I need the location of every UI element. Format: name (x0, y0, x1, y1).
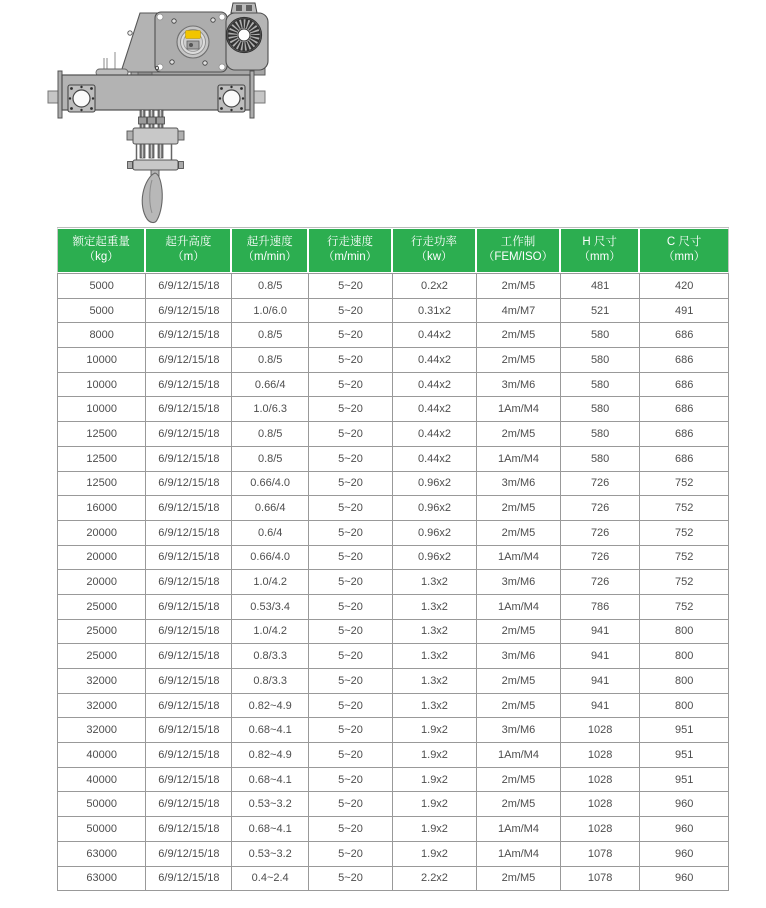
spec-cell: 0.53~3.2 (232, 792, 309, 817)
column-header: 行走功率 （kw） (393, 228, 477, 273)
spec-cell: 6/9/12/15/18 (146, 373, 232, 398)
spec-cell: 2m/M5 (477, 792, 561, 817)
spec-cell: 580 (561, 447, 640, 472)
spec-cell: 960 (640, 817, 729, 842)
column-header: C 尺寸 （mm） (640, 228, 729, 273)
spec-cell: 960 (640, 792, 729, 817)
spec-cell: 0.96x2 (393, 496, 477, 521)
spec-cell: 40000 (57, 743, 146, 768)
spec-cell: 5~20 (309, 694, 393, 719)
table-row (57, 273, 729, 299)
spec-cell: 5~20 (309, 273, 393, 299)
spec-cell: 1.9x2 (393, 792, 477, 817)
spec-cell: 12500 (57, 422, 146, 447)
spec-cell: 420 (640, 273, 729, 299)
spec-cell: 941 (561, 620, 640, 645)
spec-cell: 960 (640, 842, 729, 867)
spec-cell: 0.96x2 (393, 472, 477, 497)
spec-cell: 0.8/5 (232, 447, 309, 472)
spec-cell: 1Am/M4 (477, 842, 561, 867)
spec-cell: 5~20 (309, 397, 393, 422)
crane-hook (142, 170, 162, 223)
spec-cell: 5~20 (309, 496, 393, 521)
spec-cell: 1.9x2 (393, 743, 477, 768)
spec-cell: 0.8/5 (232, 348, 309, 373)
spec-cell: 6/9/12/15/18 (146, 694, 232, 719)
spec-cell: 800 (640, 694, 729, 719)
spec-cell: 752 (640, 521, 729, 546)
spec-cell: 5~20 (309, 718, 393, 743)
spec-cell: 686 (640, 348, 729, 373)
spec-cell: 0.4~2.4 (232, 867, 309, 892)
spec-cell: 1028 (561, 768, 640, 793)
spec-cell: 0.31x2 (393, 299, 477, 324)
spec-cell: 1.9x2 (393, 718, 477, 743)
axle-left (48, 91, 59, 103)
spec-cell: 5~20 (309, 373, 393, 398)
spec-cell: 6/9/12/15/18 (146, 595, 232, 620)
spec-cell: 10000 (57, 373, 146, 398)
spec-cell: 1028 (561, 792, 640, 817)
spec-cell: 1Am/M4 (477, 817, 561, 842)
spec-cell: 25000 (57, 644, 146, 669)
spec-cell: 726 (561, 570, 640, 595)
spec-cell: 25000 (57, 620, 146, 645)
spec-cell: 0.44x2 (393, 422, 477, 447)
spec-cell: 951 (640, 718, 729, 743)
spec-cell: 0.68~4.1 (232, 817, 309, 842)
spec-cell: 1.3x2 (393, 620, 477, 645)
spec-cell: 0.8/5 (232, 323, 309, 348)
spec-cell: 32000 (57, 694, 146, 719)
table-row (57, 694, 729, 719)
spec-cell: 800 (640, 644, 729, 669)
spec-cell: 5~20 (309, 546, 393, 571)
spec-cell: 0.6/4 (232, 521, 309, 546)
spec-cell: 5~20 (309, 595, 393, 620)
spec-cell: 6/9/12/15/18 (146, 299, 232, 324)
spec-cell: 0.68~4.1 (232, 768, 309, 793)
spec-cell: 8000 (57, 323, 146, 348)
spec-cell: 50000 (57, 792, 146, 817)
spec-cell: 0.66/4.0 (232, 546, 309, 571)
spec-cell: 1.3x2 (393, 669, 477, 694)
spec-cell: 686 (640, 422, 729, 447)
spec-cell: 752 (640, 546, 729, 571)
spec-cell: 0.96x2 (393, 546, 477, 571)
spec-cell: 1078 (561, 842, 640, 867)
cooling-fan (226, 13, 268, 70)
spec-cell: 752 (640, 496, 729, 521)
column-header: 额定起重量 （kg） (57, 228, 146, 273)
spec-cell: 6/9/12/15/18 (146, 521, 232, 546)
table-row (57, 768, 729, 793)
spec-cell: 5~20 (309, 620, 393, 645)
table-row (57, 842, 729, 867)
spec-cell: 726 (561, 521, 640, 546)
spec-cell: 6/9/12/15/18 (146, 817, 232, 842)
spec-cell: 1.9x2 (393, 768, 477, 793)
spec-cell: 5~20 (309, 768, 393, 793)
spec-cell: 2m/M5 (477, 620, 561, 645)
table-row (57, 644, 729, 669)
spec-cell: 5~20 (309, 817, 393, 842)
spec-cell: 580 (561, 323, 640, 348)
table-row (57, 496, 729, 521)
spec-cell: 5~20 (309, 669, 393, 694)
table-row (57, 397, 729, 422)
table-row (57, 718, 729, 743)
table-row (57, 373, 729, 398)
spec-cell: 0.8/5 (232, 422, 309, 447)
column-header: H 尺寸 （mm） (561, 228, 640, 273)
spec-cell: 5000 (57, 273, 146, 299)
axle-right (254, 91, 265, 103)
spec-cell: 6/9/12/15/18 (146, 323, 232, 348)
spec-cell: 726 (561, 496, 640, 521)
spec-cell: 6/9/12/15/18 (146, 570, 232, 595)
spec-cell: 0.44x2 (393, 397, 477, 422)
table-row (57, 323, 729, 348)
spec-cell: 2m/M5 (477, 521, 561, 546)
column-header: 起升速度 （m/min） (232, 228, 309, 273)
spec-cell: 32000 (57, 718, 146, 743)
gearbox-cover (155, 12, 227, 72)
spec-cell: 800 (640, 669, 729, 694)
spec-cell: 5~20 (309, 570, 393, 595)
spec-cell: 3m/M6 (477, 472, 561, 497)
table-row (57, 521, 729, 546)
spec-cell: 580 (561, 348, 640, 373)
spec-cell: 686 (640, 373, 729, 398)
spec-cell: 6/9/12/15/18 (146, 768, 232, 793)
spec-cell: 0.53/3.4 (232, 595, 309, 620)
spec-cell: 0.44x2 (393, 447, 477, 472)
wheel-flange-left (68, 85, 95, 112)
spec-cell: 6/9/12/15/18 (146, 348, 232, 373)
spec-cell: 941 (561, 644, 640, 669)
table-row (57, 348, 729, 373)
spec-cell: 5000 (57, 299, 146, 324)
spec-cell: 5~20 (309, 447, 393, 472)
spec-cell: 3m/M6 (477, 644, 561, 669)
spec-cell: 580 (561, 397, 640, 422)
table-row (57, 817, 729, 842)
spec-cell: 2m/M5 (477, 768, 561, 793)
spec-cell: 726 (561, 472, 640, 497)
wheel-flange-right (218, 85, 245, 112)
table-row (57, 669, 729, 694)
table-row (57, 299, 729, 324)
spec-cell: 1.3x2 (393, 694, 477, 719)
fan-bracket (231, 3, 257, 13)
spec-cell: 50000 (57, 817, 146, 842)
table-row (57, 422, 729, 447)
spec-cell: 6/9/12/15/18 (146, 496, 232, 521)
spec-cell: 6/9/12/15/18 (146, 743, 232, 768)
spec-cell: 5~20 (309, 644, 393, 669)
spec-cell: 1Am/M4 (477, 447, 561, 472)
table-row (57, 743, 729, 768)
spec-cell: 12500 (57, 447, 146, 472)
spec-cell: 1028 (561, 743, 640, 768)
spec-cell: 6/9/12/15/18 (146, 792, 232, 817)
spec-cell: 726 (561, 546, 640, 571)
spec-cell: 1.9x2 (393, 817, 477, 842)
spec-cell: 0.44x2 (393, 348, 477, 373)
spec-cell: 752 (640, 472, 729, 497)
spec-cell: 6/9/12/15/18 (146, 842, 232, 867)
spec-cell: 6/9/12/15/18 (146, 472, 232, 497)
spec-cell: 1.3x2 (393, 595, 477, 620)
bottom-crossbar (128, 160, 184, 170)
spec-cell: 10000 (57, 397, 146, 422)
spec-cell: 5~20 (309, 422, 393, 447)
spec-table-body (57, 273, 729, 891)
table-row (57, 620, 729, 645)
spec-cell: 5~20 (309, 299, 393, 324)
spec-cell: 1028 (561, 817, 640, 842)
spec-cell: 0.66/4.0 (232, 472, 309, 497)
spec-cell: 960 (640, 867, 729, 892)
spec-cell: 6/9/12/15/18 (146, 669, 232, 694)
spec-cell: 1Am/M4 (477, 546, 561, 571)
spec-cell: 1.3x2 (393, 570, 477, 595)
spec-cell: 3m/M6 (477, 373, 561, 398)
spec-cell: 32000 (57, 669, 146, 694)
spec-cell: 2m/M5 (477, 496, 561, 521)
spec-cell: 3m/M6 (477, 718, 561, 743)
spec-cell: 6/9/12/15/18 (146, 644, 232, 669)
spec-cell: 686 (640, 447, 729, 472)
spec-cell: 40000 (57, 768, 146, 793)
spec-cell: 0.82~4.9 (232, 694, 309, 719)
column-header: 起升高度 （m） (146, 228, 232, 273)
spec-cell: 521 (561, 299, 640, 324)
spec-cell: 951 (640, 743, 729, 768)
spec-cell: 481 (561, 273, 640, 299)
spec-cell: 0.8/3.3 (232, 669, 309, 694)
spec-cell: 2m/M5 (477, 273, 561, 299)
spec-cell: 2m/M5 (477, 867, 561, 892)
spec-cell: 752 (640, 570, 729, 595)
spec-cell: 5~20 (309, 842, 393, 867)
spec-cell: 63000 (57, 842, 146, 867)
spec-cell: 20000 (57, 546, 146, 571)
spec-cell: 5~20 (309, 521, 393, 546)
spec-cell: 4m/M7 (477, 299, 561, 324)
spec-cell: 951 (640, 768, 729, 793)
spec-cell: 1.3x2 (393, 644, 477, 669)
spec-cell: 0.2x2 (393, 273, 477, 299)
spec-table-head (57, 228, 729, 273)
spec-table-container (57, 227, 729, 891)
spec-cell: 5~20 (309, 867, 393, 892)
spec-cell: 6/9/12/15/18 (146, 447, 232, 472)
spec-cell: 0.53~3.2 (232, 842, 309, 867)
hook-block (127, 128, 184, 170)
spec-cell: 752 (640, 595, 729, 620)
spec-cell: 580 (561, 373, 640, 398)
spec-cell: 2m/M5 (477, 323, 561, 348)
spec-cell: 2m/M5 (477, 694, 561, 719)
spec-cell: 686 (640, 397, 729, 422)
table-row (57, 546, 729, 571)
spec-cell: 1Am/M4 (477, 595, 561, 620)
table-row (57, 867, 729, 892)
table-row (57, 447, 729, 472)
yellow-label (186, 31, 201, 39)
spec-table (57, 228, 729, 891)
spec-cell: 1078 (561, 867, 640, 892)
spec-cell: 1.0/6.3 (232, 397, 309, 422)
spec-cell: 20000 (57, 521, 146, 546)
spec-cell: 63000 (57, 867, 146, 892)
spec-cell: 2m/M5 (477, 669, 561, 694)
spec-cell: 12500 (57, 472, 146, 497)
spec-cell: 0.44x2 (393, 373, 477, 398)
spec-cell: 786 (561, 595, 640, 620)
hoist-diagram (46, 0, 324, 228)
column-header: 工作制 （FEM/ISO） (477, 228, 561, 273)
spec-cell: 6/9/12/15/18 (146, 397, 232, 422)
spec-cell: 1.0/4.2 (232, 620, 309, 645)
table-row (57, 792, 729, 817)
end-plate-right (250, 71, 254, 118)
spec-cell: 0.68~4.1 (232, 718, 309, 743)
column-header: 行走速度 （m/min） (309, 228, 393, 273)
rope-drum-hub (177, 26, 209, 58)
spec-cell: 0.96x2 (393, 521, 477, 546)
spec-cell: 2m/M5 (477, 348, 561, 373)
spec-cell: 16000 (57, 496, 146, 521)
table-row (57, 570, 729, 595)
spec-cell: 0.66/4 (232, 496, 309, 521)
spec-cell: 6/9/12/15/18 (146, 546, 232, 571)
spec-cell: 5~20 (309, 472, 393, 497)
spec-cell: 1028 (561, 718, 640, 743)
spec-cell: 686 (640, 323, 729, 348)
spec-cell: 5~20 (309, 348, 393, 373)
spec-cell: 1.0/4.2 (232, 570, 309, 595)
table-row (57, 595, 729, 620)
spec-cell: 0.8/3.3 (232, 644, 309, 669)
spec-cell: 6/9/12/15/18 (146, 273, 232, 299)
spec-cell: 2m/M5 (477, 422, 561, 447)
spec-cell: 1Am/M4 (477, 743, 561, 768)
spec-cell: 1Am/M4 (477, 397, 561, 422)
spec-cell: 10000 (57, 348, 146, 373)
spec-cell: 3m/M6 (477, 570, 561, 595)
spec-cell: 5~20 (309, 323, 393, 348)
spec-cell: 941 (561, 694, 640, 719)
spec-cell: 0.8/5 (232, 273, 309, 299)
spec-cell: 20000 (57, 570, 146, 595)
spec-cell: 6/9/12/15/18 (146, 867, 232, 892)
spec-cell: 0.66/4 (232, 373, 309, 398)
spec-cell: 6/9/12/15/18 (146, 422, 232, 447)
spec-cell: 25000 (57, 595, 146, 620)
spec-cell: 6/9/12/15/18 (146, 620, 232, 645)
header-row (57, 228, 729, 273)
spec-cell: 491 (640, 299, 729, 324)
spec-cell: 5~20 (309, 743, 393, 768)
spec-cell: 6/9/12/15/18 (146, 718, 232, 743)
table-row (57, 472, 729, 497)
spec-cell: 580 (561, 422, 640, 447)
spec-cell: 0.44x2 (393, 323, 477, 348)
spec-cell: 941 (561, 669, 640, 694)
spec-cell: 2.2x2 (393, 867, 477, 892)
spec-cell: 800 (640, 620, 729, 645)
spec-cell: 1.0/6.0 (232, 299, 309, 324)
spec-cell: 0.82~4.9 (232, 743, 309, 768)
spec-cell: 5~20 (309, 792, 393, 817)
spec-cell: 1.9x2 (393, 842, 477, 867)
